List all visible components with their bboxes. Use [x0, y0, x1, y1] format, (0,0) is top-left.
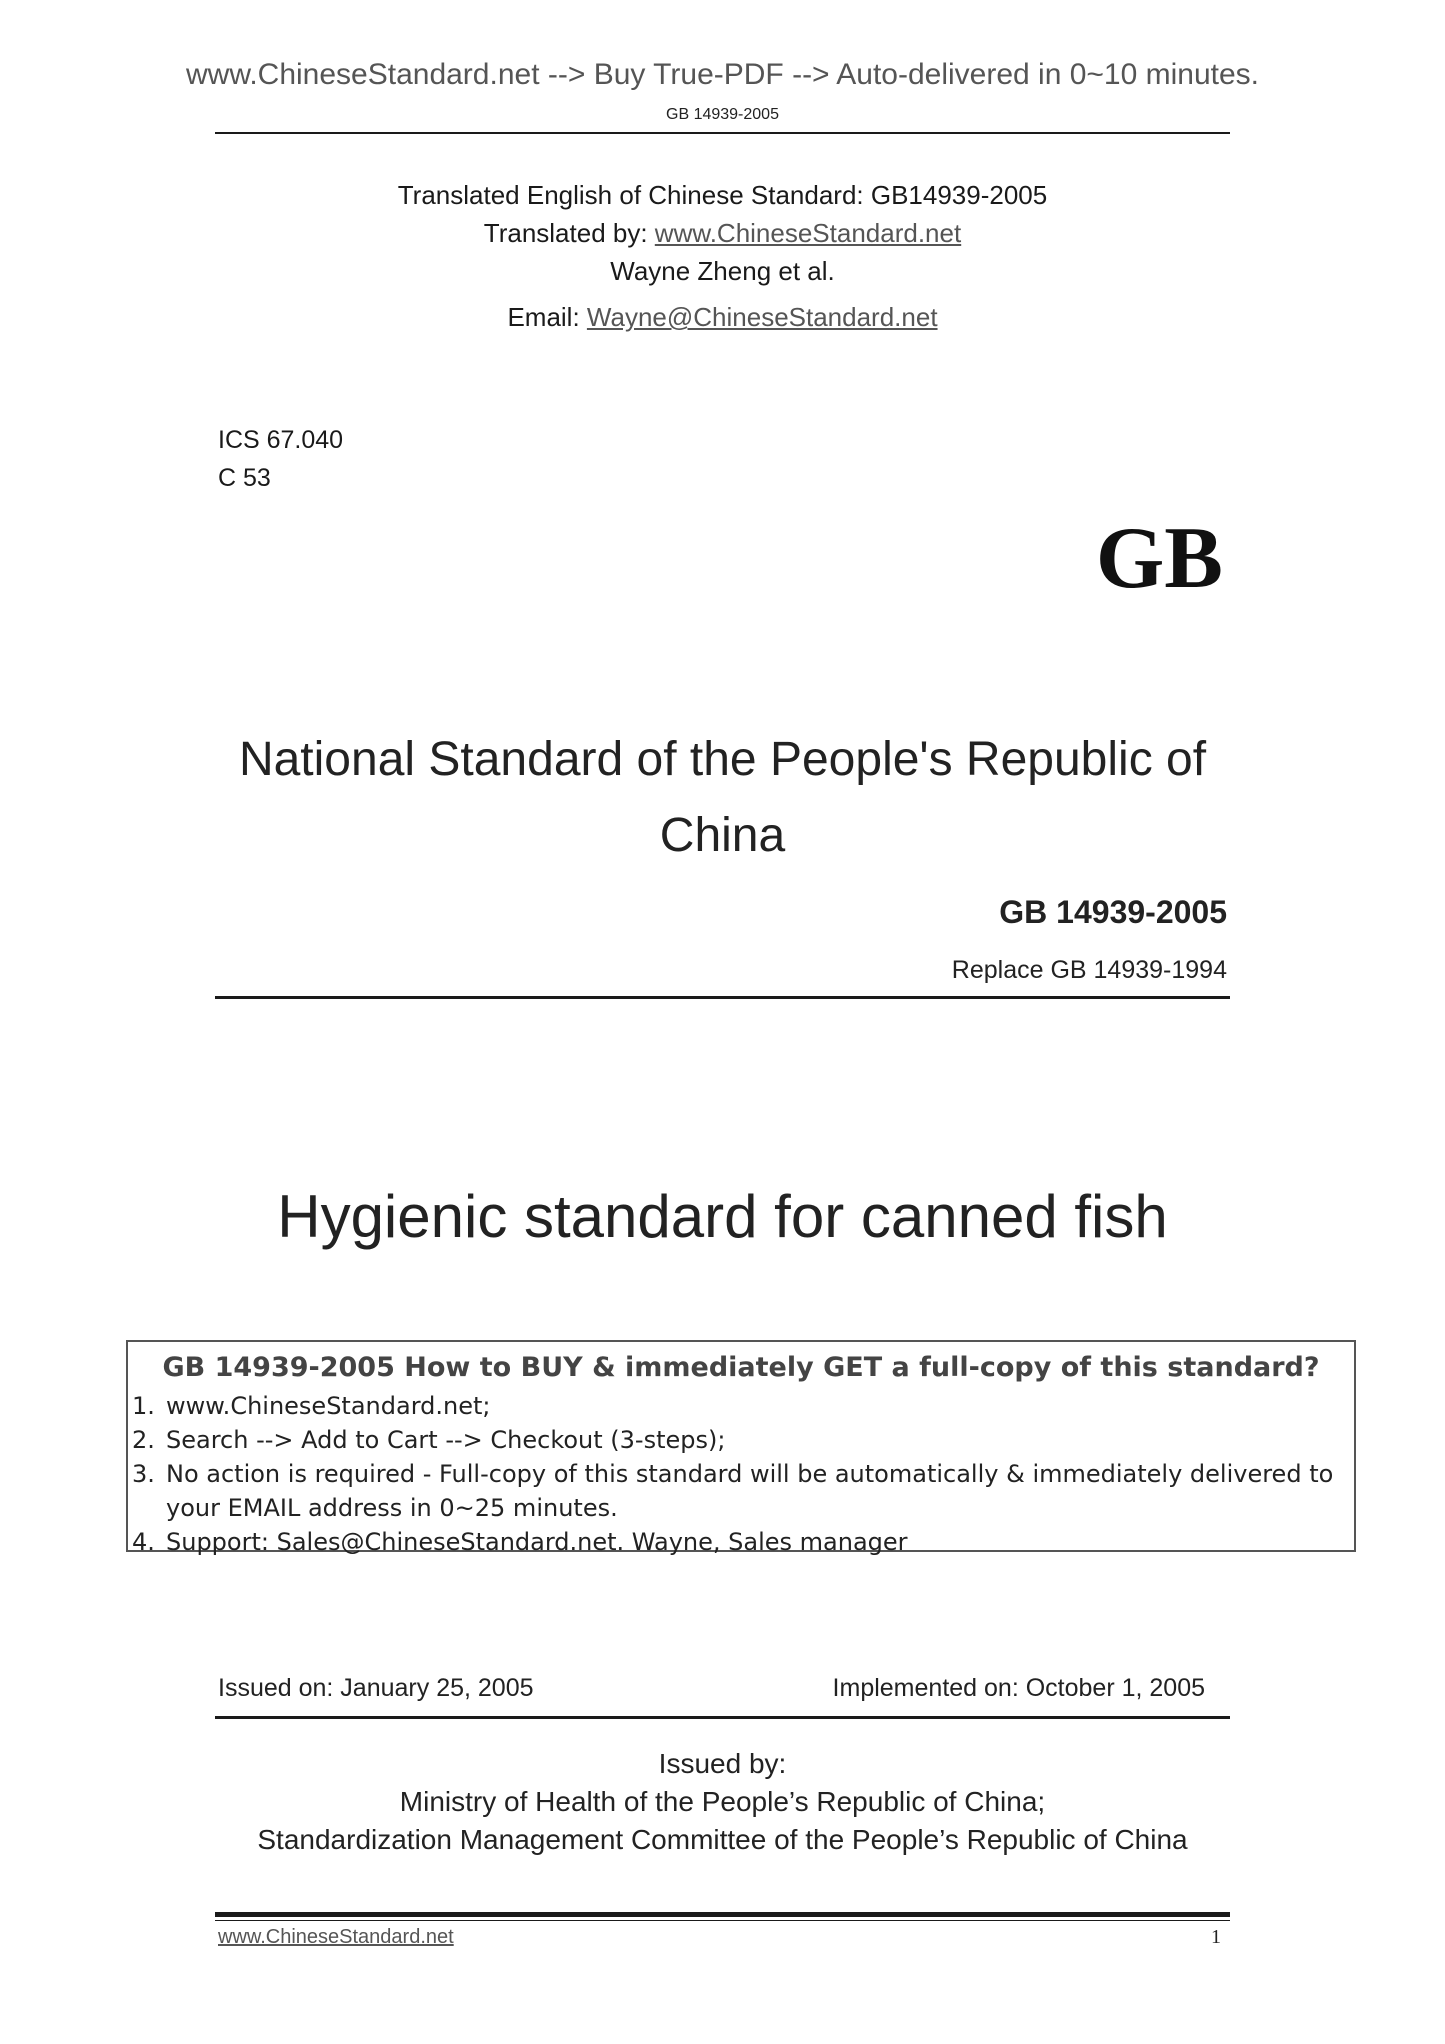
purchase-step: 3. No action is required - Full-copy of this standard will be automatically & immediately delivered to [132, 1460, 1334, 1488]
issued-by-label: Issued by: [658, 1748, 787, 1779]
translation-line: Translated English of Chinese Standard: GB14939-2005 [397, 180, 1048, 210]
page-number: 1 [1211, 1926, 1221, 1948]
issuer-line2: Standardization Management Committee of the People’s Republic of China [257, 1824, 1188, 1855]
doc-title: Hygienic standard for canned fish [277, 1183, 1168, 1250]
title-rule [215, 996, 1230, 999]
purchase-step: 4. Support: Sales@ChineseStandard.net. Wayne, Sales manager [132, 1528, 908, 1556]
dates-rule [215, 1716, 1230, 1719]
standard-title-line1: National Standard of the People's Republic of [238, 733, 1207, 786]
translator-name: Wayne Zheng et al. [610, 256, 835, 286]
implemented-date: Implemented on: October 1, 2005 [832, 1674, 1205, 1702]
email-line [0, 302, 1445, 333]
header-rule [215, 132, 1230, 134]
replaces-note: Replace GB 14939-1994 [951, 956, 1227, 984]
purchase-step: 2. Search --> Add to Cart --> Checkout (3-steps); [132, 1426, 726, 1454]
issued-date: Issued on: January 25, 2005 [218, 1674, 534, 1702]
email-prefix: Email: [507, 302, 587, 332]
footer-rule-thick [215, 1912, 1230, 1917]
footer-rule-thin [215, 1920, 1230, 1921]
purchase-step: your EMAIL address in 0~25 minutes. [166, 1494, 618, 1522]
translated-by-prefix: Translated by: [483, 218, 655, 248]
purchase-info-box [126, 1340, 1356, 1556]
standard-title-line2: China [659, 809, 786, 862]
gb-logo: GB [1095, 510, 1223, 607]
email-link[interactable]: Wayne@ChineseStandard.net [586, 302, 938, 332]
ccs-code: C 53 [218, 464, 271, 492]
footer-link[interactable]: www.ChineseStandard.net [218, 1926, 454, 1948]
translated-by-line [0, 218, 1445, 249]
purchase-step: 1. www.ChineseStandard.net; [132, 1392, 491, 1420]
header-banner: www.ChineseStandard.net --> Buy True-PDF --> Auto-delivered in 0~10 minutes. [185, 58, 1260, 91]
issuer-line1: Ministry of Health of the People’s Republic of China; [399, 1786, 1046, 1817]
ics-code: ICS 67.040 [218, 426, 344, 454]
purchase-info-title: GB 14939-2005 How to BUY & immediately GET a full-copy of this standard? [162, 1352, 1320, 1383]
purchase-steps-list [128, 1389, 1354, 1559]
header-doc-code: GB 14939-2005 [666, 106, 779, 123]
standard-number: GB 14939-2005 [999, 894, 1227, 930]
translated-by-link[interactable]: www.ChineseStandard.net [654, 218, 962, 248]
